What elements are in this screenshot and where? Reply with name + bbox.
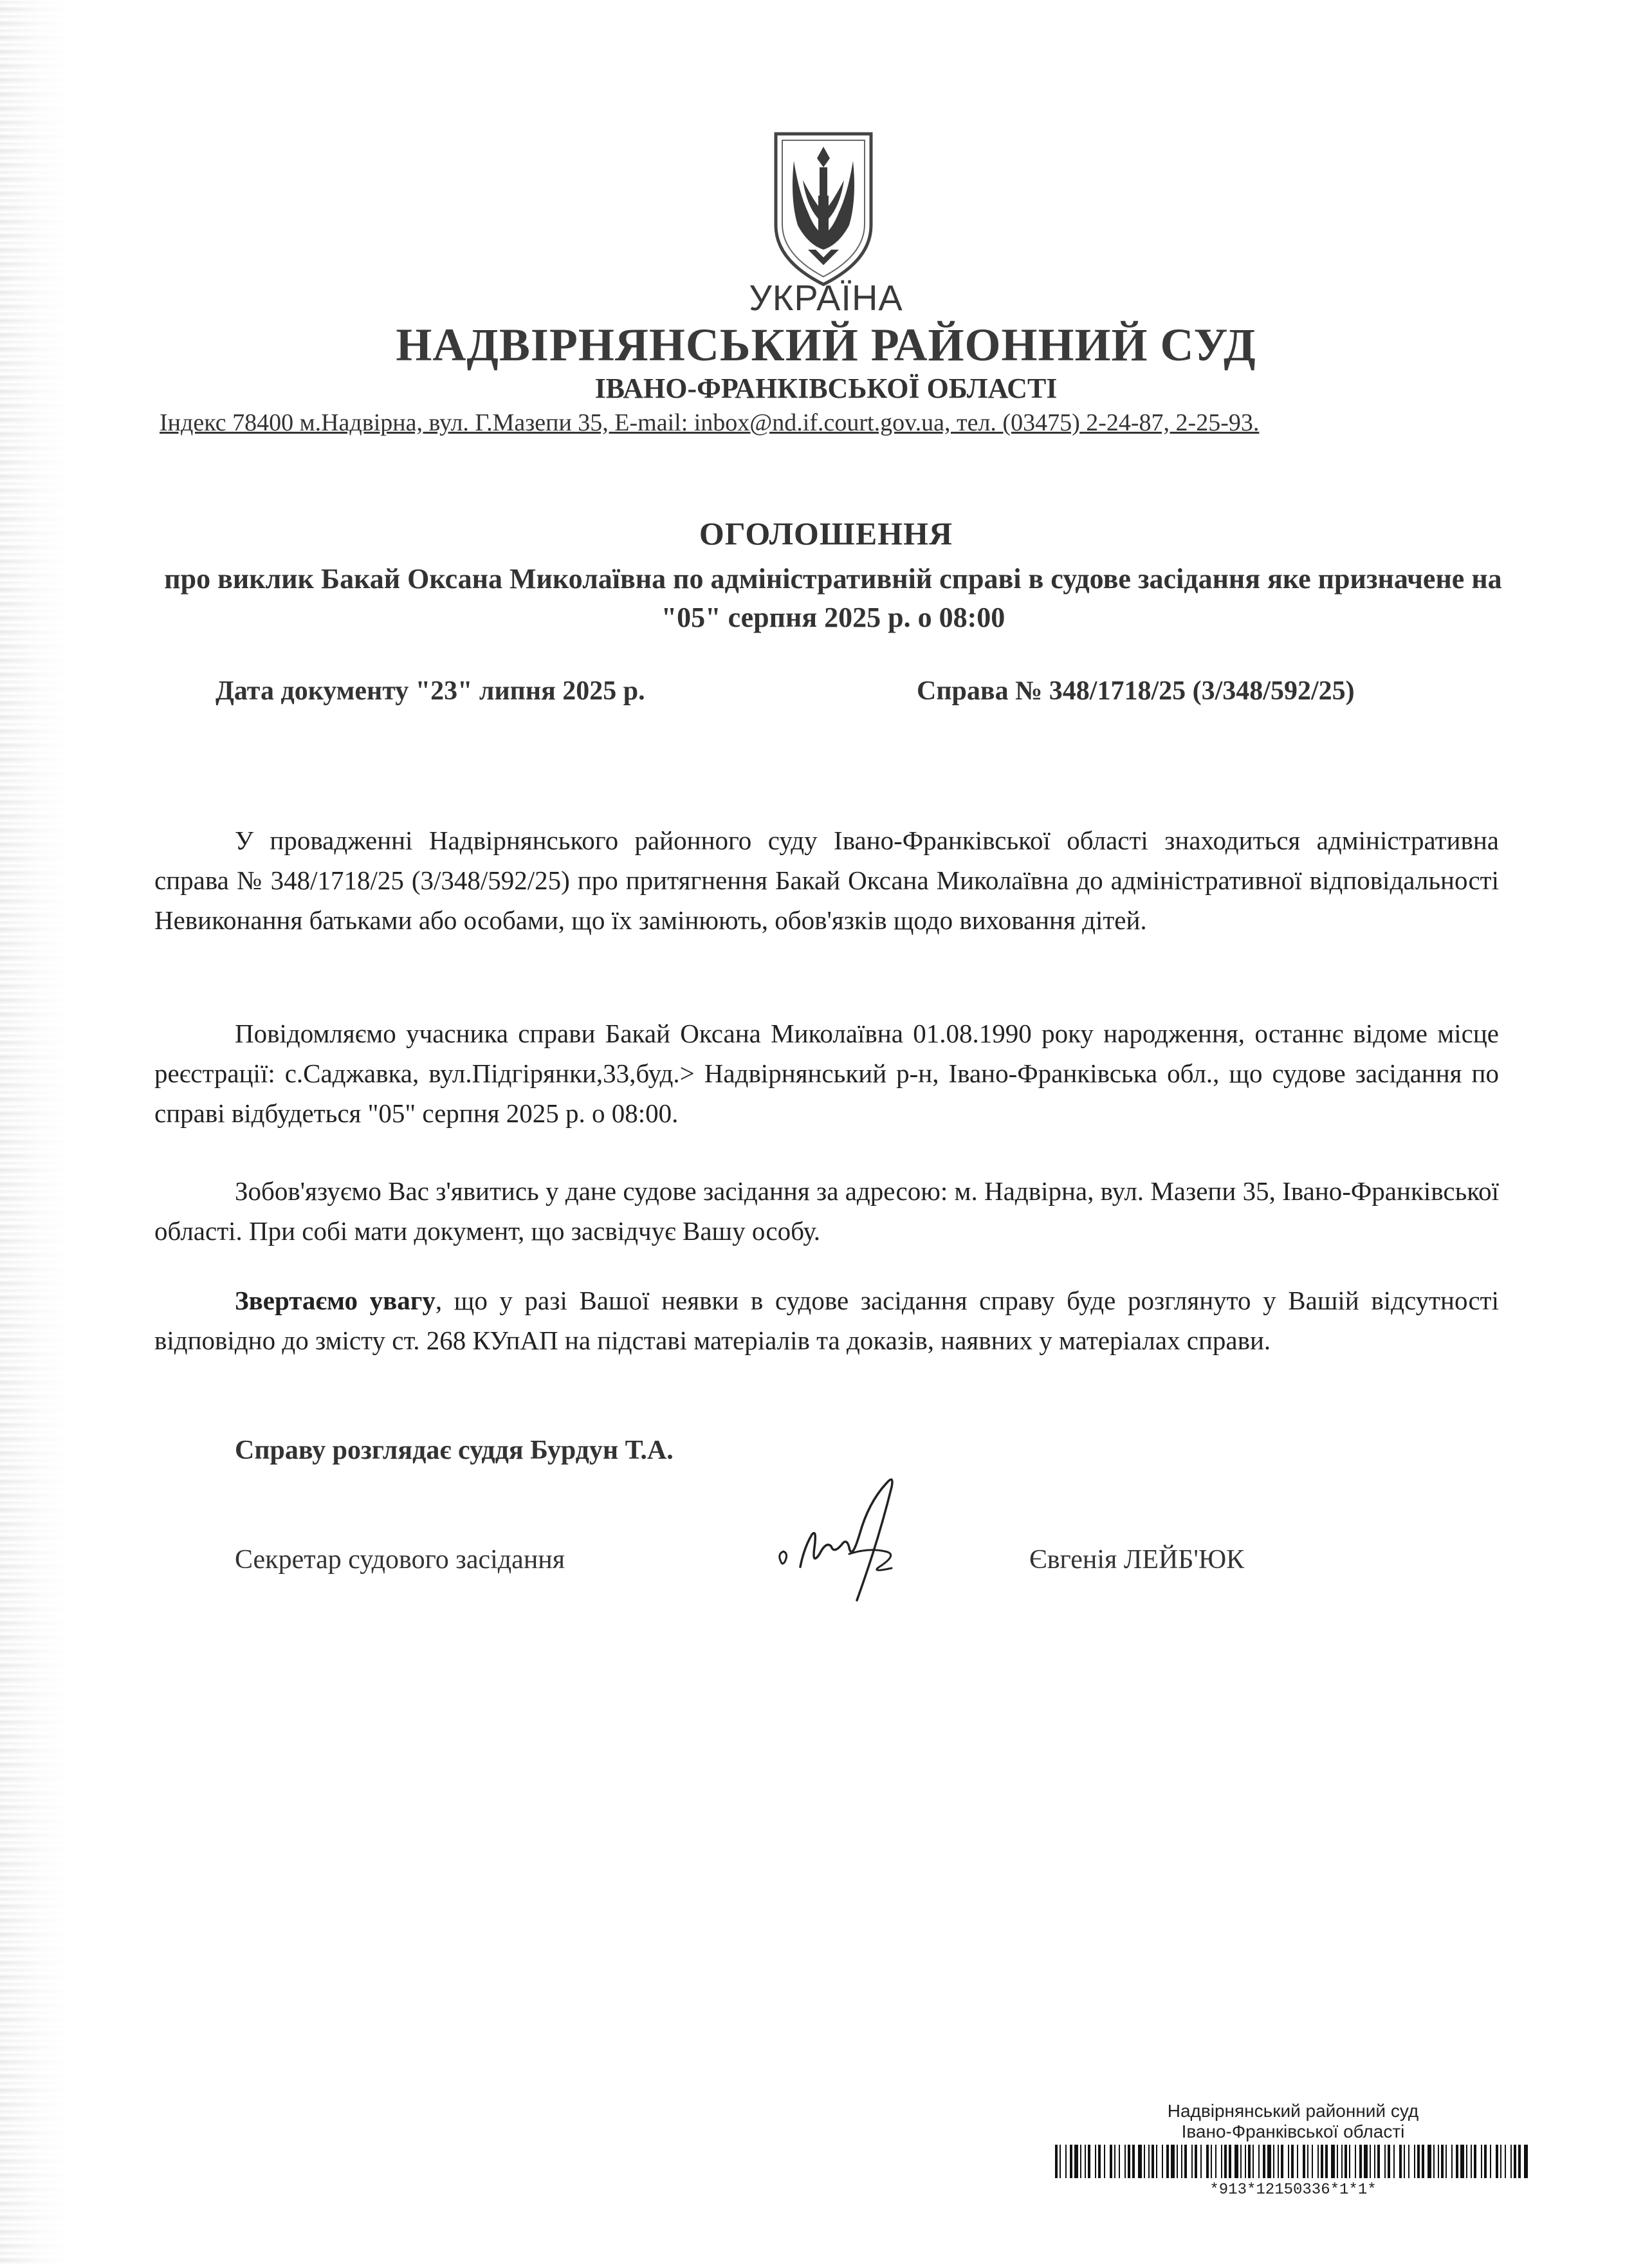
barcode-bar [1124,2145,1126,2178]
barcode-bar [1166,2145,1169,2178]
barcode-bar [1095,2145,1096,2178]
barcode-bar [1355,2145,1356,2178]
case-number: Справа № 348/1718/25 (3/348/592/25) [917,676,1355,706]
paragraph-summons: Зобов'язуємо Вас з'явитись у дане судове засідання за адресою: м. Надвірна, вул. Мазепи 35, Івано-Франківської області. При собі мати документ, що засвідчує Вашу особу. [154,1176,1499,1246]
barcode-bar [1417,2145,1420,2178]
barcode-bar [1341,2145,1343,2178]
barcode-bar [1321,2145,1323,2178]
barcode-bar [1484,2145,1487,2178]
barcode-bar [1055,2145,1058,2178]
barcode-bar [1104,2145,1105,2178]
barcode-bar [1191,2145,1193,2178]
barcode-bar [1505,2145,1506,2178]
barcode-bar [1496,2145,1498,2178]
barcode-bar [1229,2145,1231,2178]
barcode-bar [1422,2145,1424,2178]
barcode-bar [1490,2145,1491,2178]
barcode-bar [1281,2145,1283,2178]
barcode-bar [1128,2145,1130,2178]
barcode-bar [1278,2145,1279,2178]
barcode-bar [1148,2145,1150,2178]
barcode-bar [1065,2145,1067,2178]
barcode-bar [1240,2145,1242,2178]
barcode-bar [1206,2145,1209,2178]
trident-coat-of-arms-icon [769,129,877,290]
barcode-bar [1110,2145,1112,2178]
barcode-bar [1466,2145,1467,2178]
barcode-bar [1441,2145,1444,2178]
barcode-bar [1177,2145,1178,2178]
barcode-bar [1370,2145,1371,2178]
barcode-bar [1297,2145,1298,2178]
secretary-role: Секретар судового засідання [235,1545,565,1575]
stamp-barcode-code: *913*12150336*1*1* [1209,2181,1377,2199]
barcode-bar [1414,2145,1415,2178]
barcode-bar [1518,2145,1521,2178]
barcode-bar [1224,2145,1227,2178]
barcode-bar [1119,2145,1120,2178]
barcode-bar [1234,2145,1238,2178]
barcode-bar [1451,2145,1453,2178]
barcode-bar [1245,2145,1246,2178]
barcode-bar [1427,2145,1431,2178]
barcode-bar [1211,2145,1212,2178]
stamp-court-name: Надвірнянський районний суд [1167,2101,1419,2121]
barcode-bar [1388,2145,1390,2178]
barcode-bar [1288,2145,1289,2178]
barcode-bar [1349,2145,1350,2178]
barcode-bar [1524,2145,1528,2178]
registry-stamp [1055,2101,1531,2199]
barcode-bar [1404,2145,1405,2178]
announcement-subheading: про виклик Бакай Оксана Миколаївна по адміністративній справі в судове засідання яке призначене на "05" серпня 2025 р. о 08:00 [164,563,1502,633]
barcode-bar [1258,2145,1260,2178]
barcode-bar [1438,2145,1439,2178]
barcode-bar [1337,2145,1338,2178]
handwritten-signature-icon [772,1457,946,1612]
barcode-bar [1460,2145,1464,2178]
barcode-bar [1317,2145,1319,2178]
paragraph-warning [154,1280,1499,1360]
paragraph-proceedings: У провадженні Надвірнянського районного суду Івано-Франківської області знаходиться адміністративна справа № 348/1718/25 (3/348/592/25) про притягнення Бакай Оксана Миколаївна до адміністративної відповідальності Невиконання батьками або особами, що їх замінюють, обов'язків щодо виховання дітей. [154,826,1499,935]
barcode-bar [1200,2145,1202,2178]
barcode-bar [1080,2145,1081,2178]
barcode-bar [1215,2145,1216,2178]
barcode-bar [1253,2145,1254,2178]
barcode-bar [1088,2145,1090,2178]
barcode-bar [1399,2145,1402,2178]
barcode-bar [1359,2145,1362,2178]
barcode-bar [1060,2145,1061,2178]
secretary-name: Євгенія ЛЕЙБ'ЮК [1029,1545,1245,1575]
barcode-bar [1364,2145,1368,2178]
barcode-bar [1325,2145,1328,2178]
barcode-bar [1307,2145,1308,2178]
barcode-bar [1408,2145,1409,2178]
announcement-heading: ОГОЛОШЕННЯ [699,515,953,551]
barcode-bar [1377,2145,1380,2178]
barcode-bar [1263,2145,1265,2178]
barcode-bar [1181,2145,1182,2178]
barcode-bar [1070,2145,1072,2178]
barcode-bar [1162,2145,1163,2178]
barcode-bar [1098,2145,1101,2178]
barcode-bar [1195,2145,1197,2178]
paragraph-notification: Повідомляємо учасника справи Бакай Оксана Миколаївна 01.08.1990 року народження, останнє відоме місце реєстрації: с.Саджавка, вул.Підгірянки,33,буд.> Надвірнянський р-н, Івано-Франківська обл., що судове засідання по справі відбудеться "05" серпня 2025 р. о 08:00. [154,1019,1499,1128]
stamp-court-region: Івано-Франківської області [1181,2122,1405,2141]
barcode-bar [1500,2145,1501,2178]
barcode-bar [1446,2145,1447,2178]
country-name: УКРАЇНА [749,277,903,318]
barcode-bar [1331,2145,1335,2178]
court-contacts: Індекс 78400 м.Надвірна, вул. Г.Мазепи 35, E-mail: inbox@nd.if.court.gov.ua, тел. (03475) 2-24-87, 2-25-93. [160,409,1260,436]
barcode-bar [1221,2145,1222,2178]
barcode-bar [1085,2145,1086,2178]
court-name: НАДВІРНЯНСЬКИЙ РАЙОННИЙ СУД [396,319,1256,371]
presiding-judge: Справу розглядає суддя Бурдун Т.А. [235,1436,674,1465]
barcode-bar [1114,2145,1115,2178]
barcode-bar [1152,2145,1154,2178]
barcode-bar [1474,2145,1476,2178]
barcode-bar [1433,2145,1435,2178]
barcode-bar [1171,2145,1175,2178]
barcode-bar [1144,2145,1145,2178]
barcode-icon [1055,2145,1531,2178]
barcode-bar [1248,2145,1251,2178]
barcode-bar [1291,2145,1294,2178]
court-region: ІВАНО-ФРАНКІВСЬКОЇ ОБЛАСТІ [594,373,1058,404]
barcode-bar [1384,2145,1386,2178]
barcode-bar [1312,2145,1313,2178]
barcode-bar [1273,2145,1274,2178]
barcode-bar [1138,2145,1142,2178]
barcode-bar [1514,2145,1516,2178]
barcode-bar [1132,2145,1135,2178]
barcode-bar [1345,2145,1347,2178]
barcode-bar [1267,2145,1271,2178]
barcode-bar [1456,2145,1458,2178]
barcode-bar [1393,2145,1395,2178]
warning-text: , що у разі Вашої неявки в судове засідання справу буде розглянуто у Вашій відсутності відповідно до змісту ст. 268 КУпАП на підставі матеріалів та доказів, наявних у матеріалах справи. [154,1286,1499,1355]
barcode-bar [1481,2145,1482,2178]
warning-emphasis: Звертаємо увагу [235,1286,436,1315]
document-date: Дата документу "23" липня 2025 р. [216,676,645,706]
barcode-bar [1184,2145,1187,2178]
barcode-bar [1303,2145,1305,2178]
barcode-bar [1510,2145,1512,2178]
barcode-bar [1074,2145,1078,2178]
barcode-bar [1374,2145,1375,2178]
barcode-bar [1156,2145,1157,2178]
barcode-bar [1471,2145,1472,2178]
